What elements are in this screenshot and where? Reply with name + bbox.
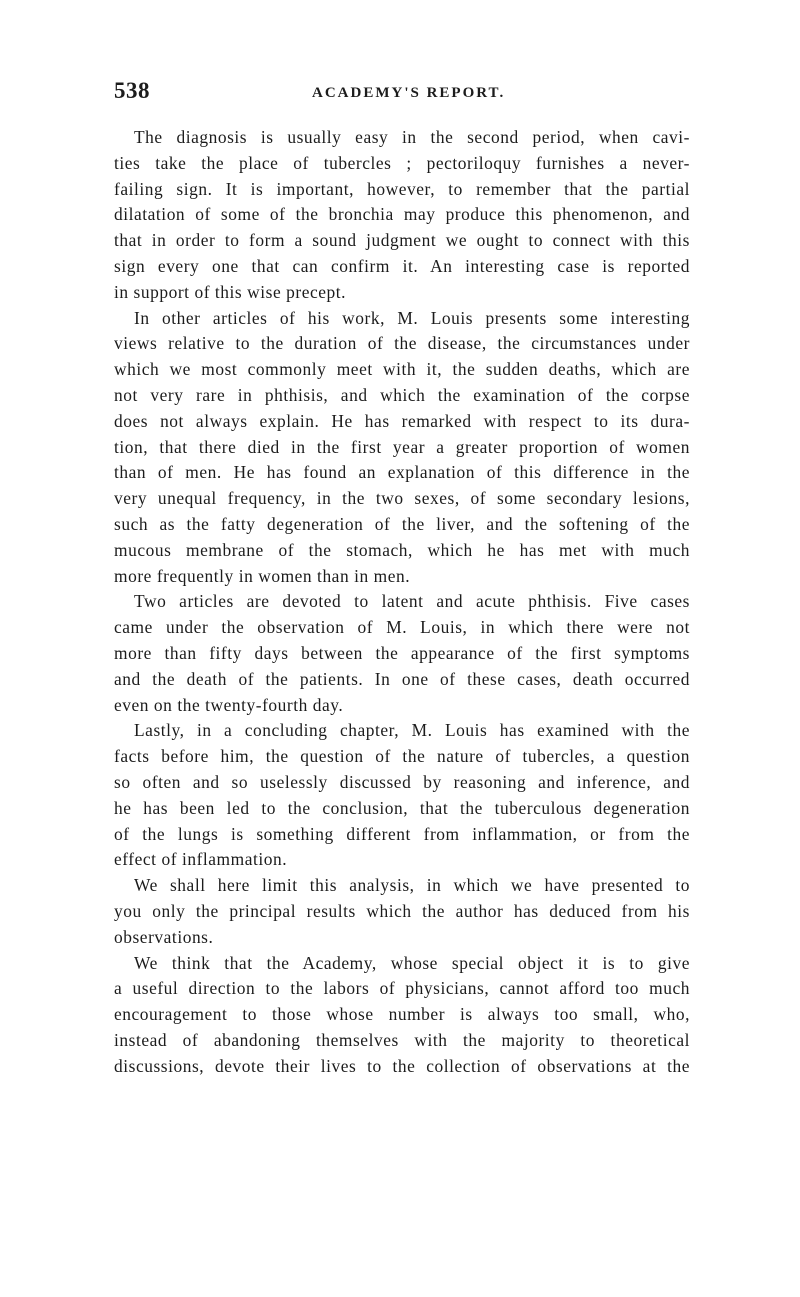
- text-line: more than fifty days between the appearance of the first symptoms: [114, 642, 690, 663]
- text-line: does not always explain. He has remarked with respect to its dura-: [114, 410, 690, 431]
- text-line: Two articles are devoted to latent and acute phthisis. Five cases: [134, 591, 690, 612]
- text-line: We shall here limit this analysis, in which we have presented to: [134, 875, 690, 896]
- text-line: mucous membrane of the stomach, which he has met with much: [114, 539, 690, 560]
- text-line: more frequently in women than in men.: [114, 565, 411, 586]
- text-line: In other articles of his work, M. Louis presents some interesting: [134, 307, 690, 328]
- text-line: Lastly, in a concluding chapter, M. Louis has examined with the: [134, 720, 690, 741]
- text-line: observations.: [114, 926, 214, 947]
- text-line: discussions, devote their lives to the collection of observations at the: [114, 1055, 690, 1076]
- page-number: 538: [114, 78, 150, 103]
- text-line: not very rare in phthisis, and which the examination of the corpse: [114, 384, 690, 405]
- text-line: The diagnosis is usually easy in the second period, when cavi-: [134, 127, 690, 147]
- text-line: he has been led to the conclusion, that the tuberculous degeneration: [114, 797, 690, 818]
- text-line: you only the principal results which the author has deduced from his: [114, 900, 690, 921]
- text-line: tion, that there died in the first year a greater proportion of women: [114, 436, 690, 457]
- text-line: that in order to form a sound judgment we ought to connect with this: [114, 230, 690, 251]
- text-line: even on the twenty-fourth day.: [114, 694, 344, 715]
- text-line: in support of this wise precept.: [114, 281, 347, 302]
- text-line: facts before him, the question of the nature of tubercles, a question: [114, 746, 690, 767]
- text-line: encouragement to those whose number is always too small, who,: [114, 1004, 690, 1025]
- text-line: which we most commonly meet with it, the sudden deaths, which are: [114, 359, 690, 380]
- text-line: views relative to the duration of the disease, the circumstances under: [114, 333, 690, 354]
- text-line: effect of inflammation.: [114, 849, 288, 870]
- text-line: of the lungs is something different from inflammation, or from the: [114, 823, 690, 844]
- text-line: dilatation of some of the bronchia may produce this phenomenon, and: [114, 204, 690, 225]
- text-line: instead of abandoning themselves with the majority to theoretical: [114, 1029, 690, 1050]
- text-line: We think that the Academy, whose special object it is to give: [134, 952, 690, 973]
- text-line: such as the fatty degeneration of the liver, and the softening of the: [114, 513, 690, 534]
- text-line: sign every one that can confirm it. An interesting case is reported: [114, 255, 690, 276]
- text-line: and the death of the patients. In one of these cases, death occurred: [114, 668, 690, 689]
- text-line: very unequal frequency, in the two sexes, of some secondary lesions,: [114, 488, 690, 509]
- text-line: came under the observation of M. Louis, in which there were not: [114, 617, 690, 638]
- text-line: a useful direction to the labors of physicians, cannot afford too much: [114, 978, 690, 999]
- body-text: [114, 125, 690, 1079]
- running-head: ACADEMY'S REPORT.: [312, 85, 506, 101]
- text-line: so often and so uselessly discussed by reasoning and inference, and: [114, 771, 690, 792]
- text-line: failing sign. It is important, however, to remember that the partial: [114, 178, 690, 199]
- text-line: ties take the place of tubercles ; pectoriloquy furnishes a never-: [114, 152, 690, 173]
- text-line: than of men. He has found an explanation of this difference in the: [114, 462, 690, 483]
